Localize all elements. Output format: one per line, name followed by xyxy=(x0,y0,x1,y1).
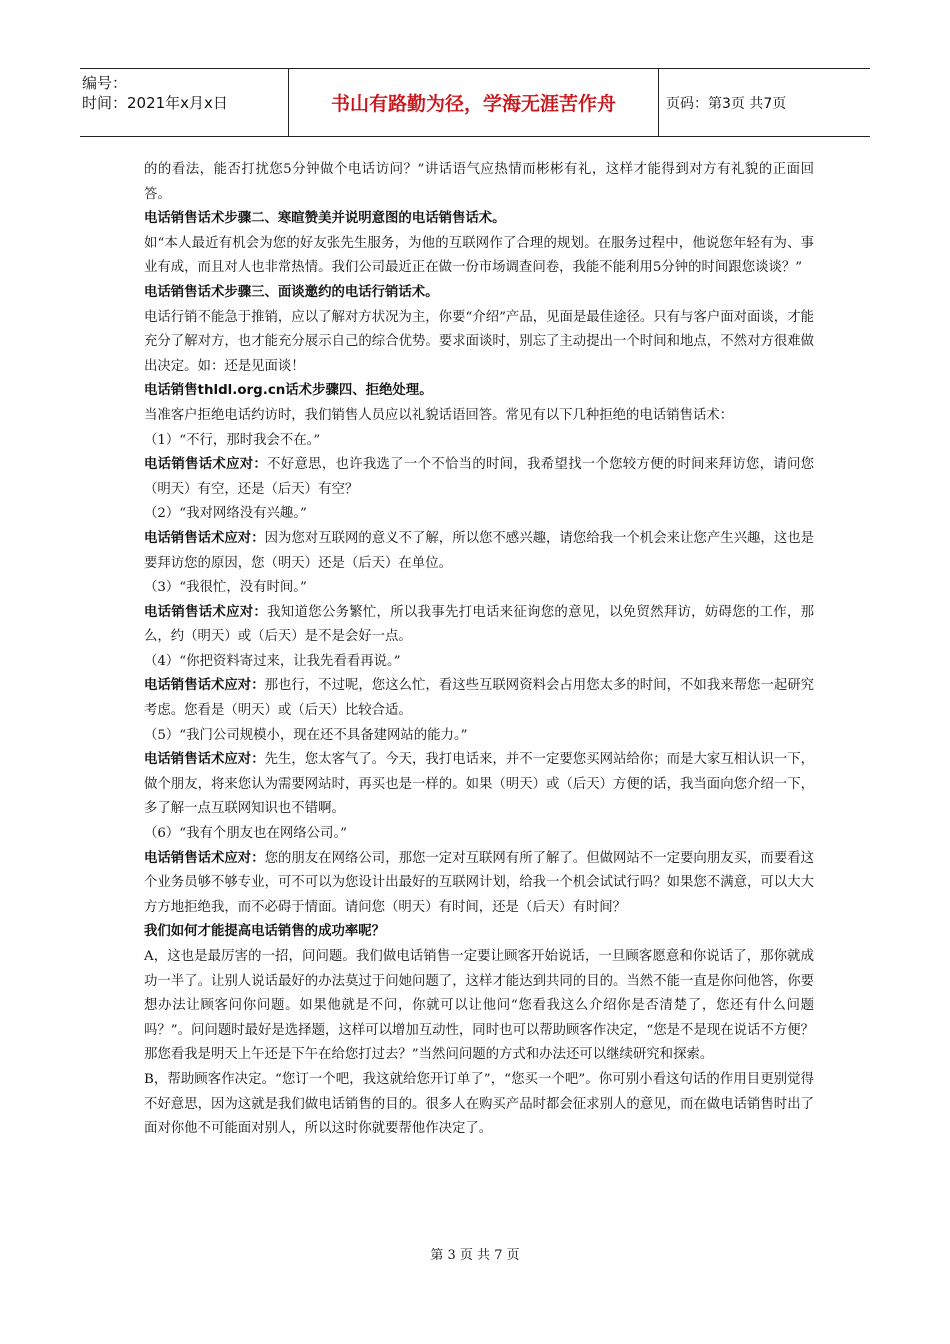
header-divider xyxy=(658,69,659,136)
body-paragraph: （2）“我对网络没有兴趣。” xyxy=(144,506,307,522)
section-heading: 我们如何才能提高电话销售的成功率呢？ xyxy=(144,924,386,940)
body-paragraph: 当准客户拒绝电话约访时，我们销售人员应以礼貌话语回答。常见有以下几种拒绝的电话销售话术： xyxy=(144,407,734,423)
response-paragraph xyxy=(144,748,814,822)
body-paragraph: 如“本人最近有机会为您的好友张先生服务，为他的互联网作了合理的规划。在服务过程中，他说您年轻有为、事业有成，而且对人也非常热情。我们公司最近正在做一份市场调查问卷，我能不能利用5分钟的时间跟您谈谈？” xyxy=(144,235,814,276)
body-paragraph: （4）“你把资料寄过来，让我先看看再说。” xyxy=(144,653,401,669)
code-label: 编号： xyxy=(82,74,128,92)
response-paragraph xyxy=(144,601,814,650)
header-meta xyxy=(82,73,287,113)
header-page-label: 页码：第3页 共7页 xyxy=(666,95,787,112)
document-body xyxy=(144,158,814,1142)
response-paragraph xyxy=(144,674,814,723)
response-label: 电话销售话术应对： xyxy=(144,678,265,694)
section-heading: 电话销售话术步骤二、寒暄赞美并说明意图的电话销售话术。 xyxy=(144,211,506,227)
response-text: 那也行，不过呢，您这么忙，看这些互联网资料会占用您太多的时间，不如我来帮您一起研究考虑。您看是（明天）或（后天）比较合适。 xyxy=(144,678,815,719)
response-paragraph xyxy=(144,847,814,921)
response-text: 因为您对互联网的意义不了解，所以您不感兴趣，请您给我一个机会来让您产生兴趣，这也是要拜访您的原因，您（明天）还是（后天）在单位。 xyxy=(144,530,815,571)
response-text: 我知道您公务繁忙，所以我事先打电话来征询您的意见，以免贸然拜访，妨碍您的工作，那么，约（明天）或（后天）是不是会好一点。 xyxy=(144,604,815,645)
body-paragraph: B，帮助顾客作决定。“您订一个吧，我这就给您开订单了”，“您买一个吧”。你可别小看这句话的作用目更别觉得不好意思，因为这就是我们做电话销售的目的。很多人在购买产品时都会征求别人的意见，而在做电话销售时出了面对你他不可能面对别人，所以这时你就要帮他作决定了。 xyxy=(144,1071,814,1137)
response-text: 不好意思，也许我选了一个不恰当的时间，我希望找一个您较方便的时间来拜访您，请问您（明天）有空，还是（后天）有空？ xyxy=(144,457,815,497)
section-heading: 电话销售话术步骤三、面谈邀约的电话行销话术。 xyxy=(144,284,439,300)
response-label: 电话销售话术应对： xyxy=(144,457,268,473)
section-heading: 电话销售thldl.org.cn话术步骤四、拒绝处理。 xyxy=(144,383,433,399)
body-paragraph: 电话行销不能急于推销，应以了解对方状况为主，你要“介绍”产品，见面是最佳途径。只有与客户面对面谈，才能充分了解对方，也才能充分展示自己的综合优势。要求面谈时，别忘了主动提出一个时间和地点，不然对方很难做出决定。如：还是见面谈！ xyxy=(144,309,814,374)
page-footer: 第 3 页 共 7 页 xyxy=(430,1248,520,1263)
body-paragraph: A，这也是最厉害的一招，问问题。我们做电话销售一定要让顾客开始说话，一旦顾客愿意和你说话了，那你就成功一半了。让别人说话最好的办法莫过于问她问题了，这样才能达到共同的目的。当然不能一直是你问他答，你要想办法让顾客问你问题。如果他就是不问，你就可以让他问“您看我这么介绍你是否清楚了，您还有什么问题吗？”。问问题时最好是选择题，这样可以增加互动性，同时也可以帮助顾客作决定，“您是不是现在说话不方便？那您看我是明天上午还是下午在给您打过去？”当然问问题的方式和办法还可以继续研究和探索。 xyxy=(144,949,814,1063)
header-motto: 书山有路勤为径，学海无涯苦作舟 xyxy=(330,93,616,115)
response-text: 您的朋友在网络公司，那您一定对互联网有所了解了。但做网站不一定要向朋友买，而要看这个业务员够不够专业，可不可以为您设计出最好的互联网计划，给我一个机会试试行吗？如果您不满意，可以大大方方地拒绝我，而不必碍于情面。请问您（明天）有时间，还是（后天）有时间？ xyxy=(144,850,815,915)
response-label: 电话销售话术应对： xyxy=(144,530,265,546)
body-paragraph: （5）“我门公司规模小，现在还不具备建网站的能力。” xyxy=(144,727,468,743)
response-label: 电话销售话术应对： xyxy=(144,752,265,768)
body-paragraph: （6）“我有个朋友也在网络公司。” xyxy=(144,826,347,842)
response-text: 先生，您太客气了。今天，我打电话来，并不一定要您买网站给你；而是大家互相认识一下，做个朋友，将来您认为需要网站时，再买也是一样的。如果（明天）或（后天）方便的话，我当面向您介绍一下，多了解一点互联网知识也不错啊。 xyxy=(144,752,815,817)
body-paragraph: （1）“不行，那时我会不在。” xyxy=(144,432,321,448)
response-paragraph xyxy=(144,453,814,502)
date-label: 时间：2021年x月x日 xyxy=(82,94,228,112)
response-paragraph xyxy=(144,527,814,576)
body-paragraph: 的的看法，能否打扰您5分钟做个电话访问？”讲话语气应热情而彬彬有礼，这样才能得到对方有礼貌的正面回答。 xyxy=(144,162,814,202)
response-label: 电话销售话术应对： xyxy=(144,850,265,866)
page-header xyxy=(80,68,870,137)
body-paragraph: （3）“我很忙，没有时间。” xyxy=(144,580,307,596)
response-label: 电话销售话术应对： xyxy=(144,604,268,620)
